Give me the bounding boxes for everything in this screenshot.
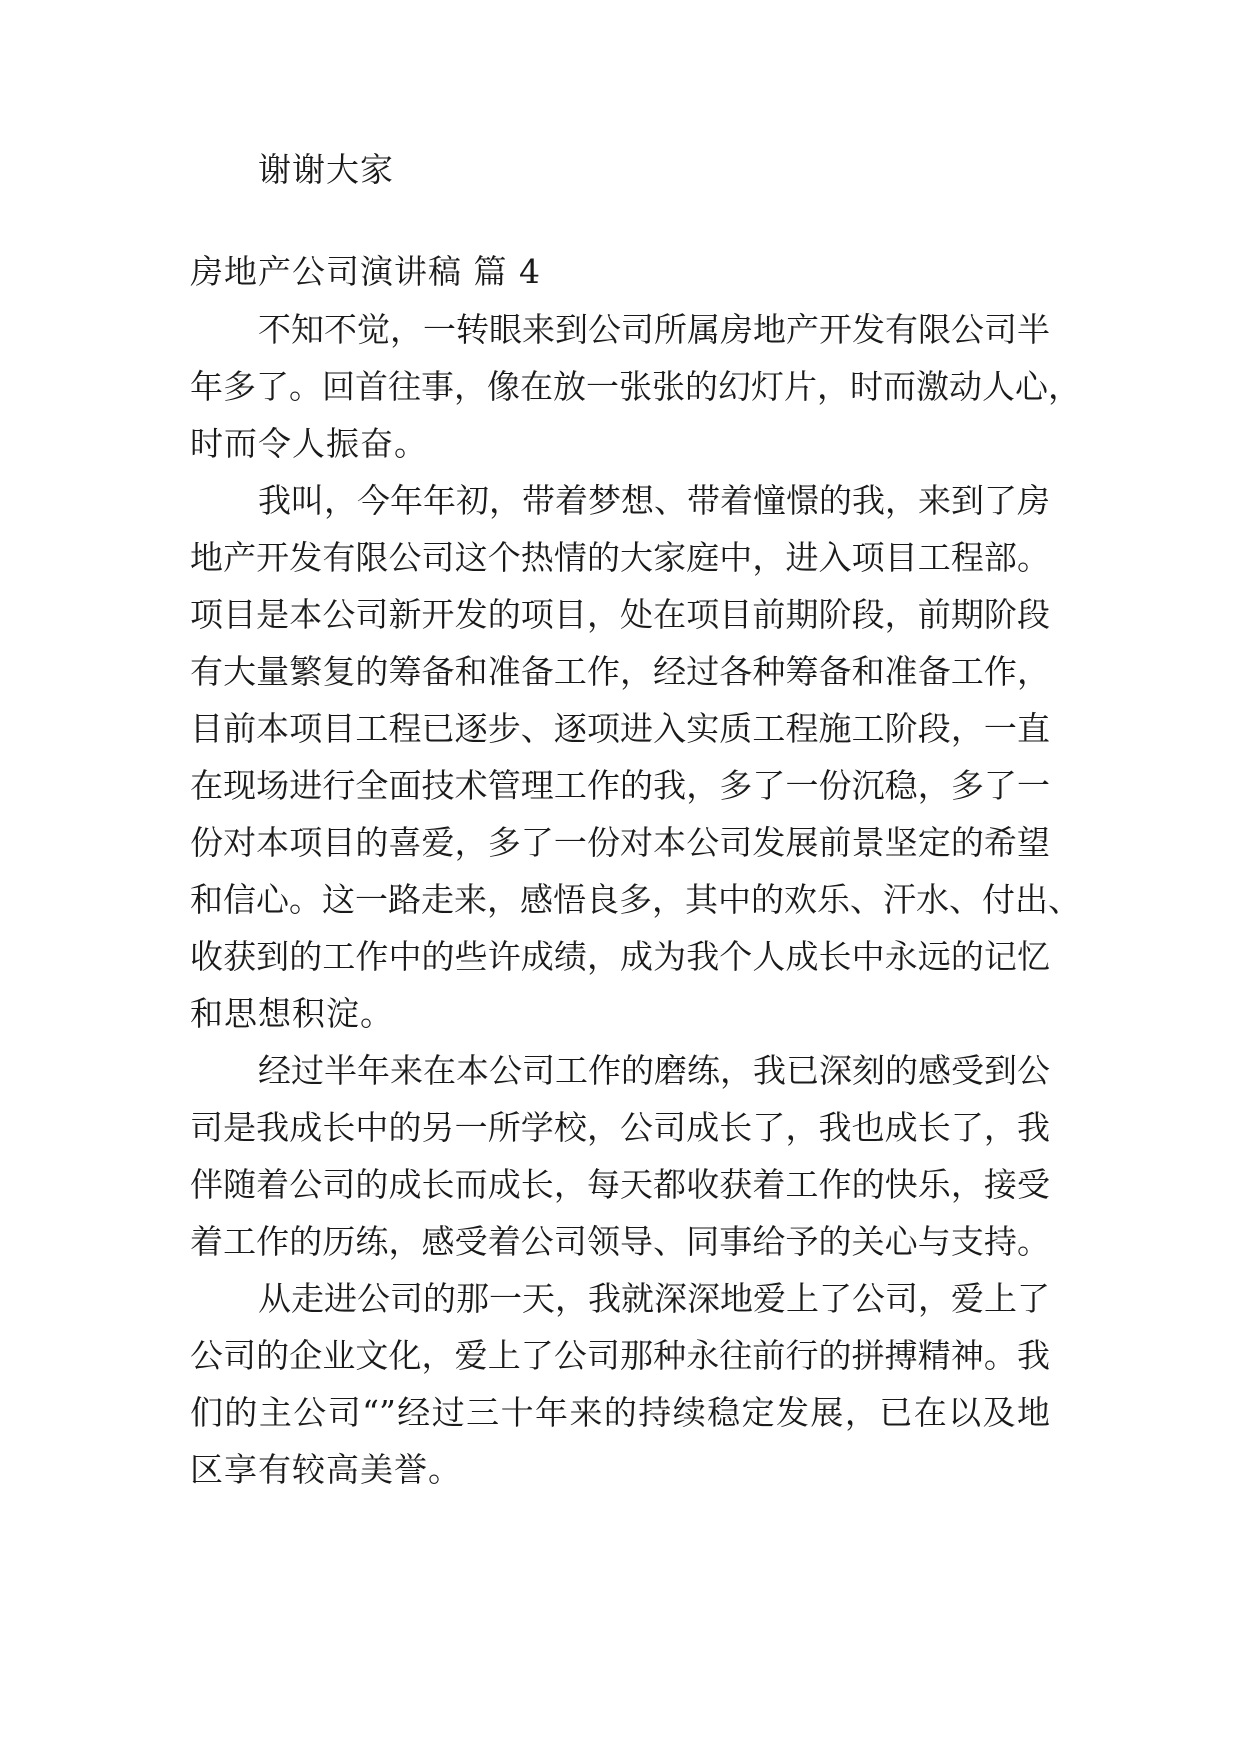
paragraph-3-line-1: 经过半年来在本公司工作的磨练，我已深刻的感受到公: [258, 1051, 1050, 1090]
paragraph-4-line-4: 区享有较高美誉。: [190, 1450, 462, 1489]
section-number: 篇 4: [473, 252, 541, 291]
paragraph-2-line-9: 收获到的工作中的些许成绩，成为我个人成长中永远的记忆: [190, 937, 1050, 976]
paragraph-2-line-5: 目前本项目工程已逐步、逐项进入实质工程施工阶段，一直: [190, 709, 1050, 748]
closing-text: 谢谢大家: [258, 150, 394, 189]
paragraph-3-line-2: 司是我成长中的另一所学校，公司成长了，我也成长了，我: [190, 1108, 1050, 1147]
paragraph-4-line-2: 公司的企业文化，爱上了公司那种永往前行的拼搏精神。我: [190, 1336, 1050, 1375]
paragraph-2-line-4: 有大量繁复的筹备和准备工作，经过各种筹备和准备工作，: [190, 652, 1050, 691]
paragraph-2-line-10: 和思想积淀。: [190, 994, 394, 1033]
paragraph-2-line-7: 份对本项目的喜爱，多了一份对本公司发展前景坚定的希望: [190, 823, 1050, 862]
paragraph-2-line-8: 和信心。这一路走来，感悟良多，其中的欢乐、汗水、付出、: [190, 880, 1081, 919]
paragraph-3-line-4: 着工作的历练，感受着公司领导、同事给予的关心与支持。: [190, 1222, 1050, 1261]
section-title: 房地产公司演讲稿: [190, 252, 462, 291]
paragraph-2-line-6: 在现场进行全面技术管理工作的我，多了一份沉稳，多了一: [190, 766, 1050, 805]
paragraph-1-line-1: 不知不觉，一转眼来到公司所属房地产开发有限公司半: [258, 310, 1050, 349]
paragraph-2-line-2: 地产开发有限公司这个热情的大家庭中，进入项目工程部。: [190, 538, 1050, 577]
paragraph-2-line-1: 我叫，今年年初，带着梦想、带着憧憬的我，来到了房: [258, 481, 1050, 520]
paragraph-2-line-3: 项目是本公司新开发的项目，处在项目前期阶段，前期阶段: [190, 595, 1050, 634]
section-heading: [190, 252, 541, 292]
paragraph-4-line-1: 从走进公司的那一天，我就深深地爱上了公司，爱上了: [258, 1279, 1050, 1318]
paragraph-1-line-2: 年多了。回首往事，像在放一张张的幻灯片，时而激动人心，: [190, 367, 1081, 406]
paragraph-4-line-3: 们的主公司“”经过三十年来的持续稳定发展，已在以及地: [190, 1393, 1050, 1432]
paragraph-1-line-3: 时而令人振奋。: [190, 424, 428, 463]
paragraph-3-line-3: 伴随着公司的成长而成长，每天都收获着工作的快乐，接受: [190, 1165, 1050, 1204]
